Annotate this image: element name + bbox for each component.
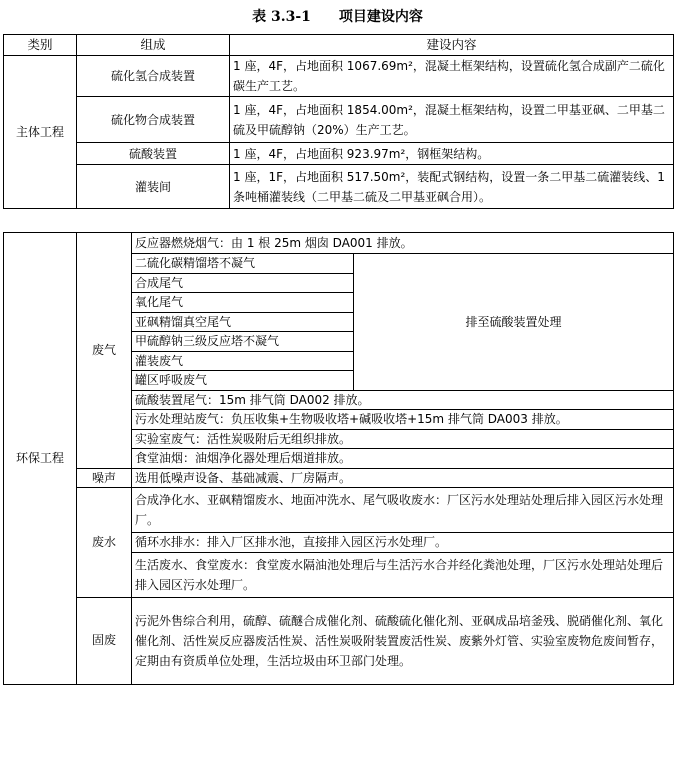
component-cell: 硫酸装置 — [77, 143, 230, 165]
waste-gas-wastewater-station: 污水处理站废气：负压收集+生物吸收塔+碱吸收塔+15m 排气筒 DA003 排放。 — [132, 410, 674, 430]
wastewater-row: 合成净化水、亚砜精馏废水、地面冲洗水、尾气吸收废水：厂区污水处理站处理后排入园区污水处理厂。 — [132, 488, 674, 533]
solid-waste-label: 固废 — [77, 597, 132, 684]
wastewater-label: 废水 — [77, 488, 132, 598]
waste-gas-canteen: 食堂油烟：油烟净化器处理后烟道排放。 — [132, 449, 674, 469]
waste-gas-label: 废气 — [77, 233, 132, 469]
noise-label: 噪声 — [77, 468, 132, 488]
content-cell: 1 座，4F，占地面积 1854.00m²，混凝土框架结构，设置二甲基亚砜、二甲基二硫及甲硫醇钠（20%）生产工艺。 — [230, 97, 674, 143]
table-row — [4, 488, 674, 533]
table-row — [4, 233, 674, 254]
component-cell: 硫化物合成装置 — [77, 97, 230, 143]
waste-gas-sulfuric: 硫酸装置尾气：15m 排气筒 DA002 排放。 — [132, 390, 674, 410]
header-row — [4, 35, 674, 56]
content-cell: 1 座，4F，占地面积 923.97m²，钢框架结构。 — [230, 143, 674, 165]
waste-gas-item: 合成尾气 — [132, 273, 354, 293]
category-main-works: 主体工程 — [4, 56, 77, 209]
noise-content: 选用低噪声设备、基础减震、厂房隔声。 — [132, 468, 674, 488]
wastewater-row: 循环水排水：排入厂区排水池，直接排入园区污水处理厂。 — [132, 533, 674, 553]
waste-gas-item: 灌装废气 — [132, 351, 354, 371]
table-row — [4, 143, 674, 165]
waste-gas-item: 亚砜精馏真空尾气 — [132, 312, 354, 332]
waste-gas-treatment: 排至硫酸装置处理 — [354, 254, 674, 391]
waste-gas-reactor: 反应器燃烧烟气：由 1 根 25m 烟囱 DA001 排放。 — [132, 233, 674, 254]
environmental-works-table — [3, 232, 674, 685]
waste-gas-lab: 实验室废气：活性炭吸附后无组织排放。 — [132, 429, 674, 449]
main-works-table — [3, 34, 674, 209]
wastewater-row: 生活废水、食堂废水：食堂废水隔油池处理后与生活污水合并经化粪池处理，厂区污水处理站处理后排入园区污水处理厂。 — [132, 552, 674, 597]
waste-gas-item: 二硫化碳精馏塔不凝气 — [132, 254, 354, 274]
component-cell: 硫化氢合成装置 — [77, 56, 230, 97]
content-cell: 1 座，1F，占地面积 517.50m²，装配式钢结构，设置一条二甲基二硫灌装线、1 条吨桶灌装线（二甲基二硫及二甲基亚砜合用）。 — [230, 165, 674, 209]
waste-gas-item: 罐区呼吸废气 — [132, 371, 354, 391]
category-env-works: 环保工程 — [4, 233, 77, 685]
table-row — [4, 165, 674, 209]
header-component: 组成 — [77, 35, 230, 56]
table-row — [4, 468, 674, 488]
waste-gas-item: 氧化尾气 — [132, 293, 354, 313]
header-content: 建设内容 — [230, 35, 674, 56]
table-title: 表 3.3-1 项目建设内容 — [252, 9, 423, 25]
solid-waste-content: 污泥外售综合利用，硫醇、硫醚合成催化剂、硫酸硫化催化剂、亚砜成品培釜残、脱硝催化剂、氧化催化剂、活性炭反应器废活性炭、活性炭吸附装置废活性炭、废紫外灯管、实验室废物危废间暂存，定期由有资质单位处理，生活垃圾由环卫部门处理。 — [132, 597, 674, 684]
table-row — [4, 56, 674, 97]
table-row — [4, 597, 674, 684]
content-cell: 1 座，4F，占地面积 1067.69m²，混凝土框架结构，设置硫化氢合成副产二硫化碳生产工艺。 — [230, 56, 674, 97]
waste-gas-item: 甲硫醇钠三级反应塔不凝气 — [132, 332, 354, 352]
table-row — [4, 97, 674, 143]
component-cell: 灌装间 — [77, 165, 230, 209]
header-category: 类别 — [4, 35, 77, 56]
